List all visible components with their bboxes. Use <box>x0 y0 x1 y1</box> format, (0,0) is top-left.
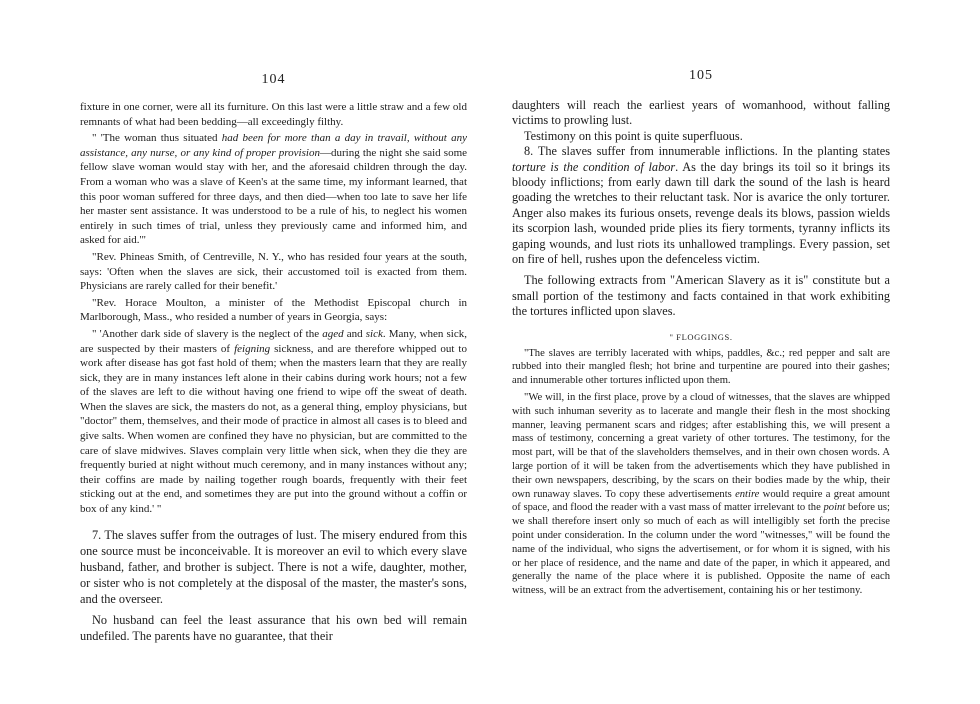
paragraph: "Rev. Horace Moulton, a minister of the Methodist Episcopal church in Marlborough, Mass., who resided a number of years in Georgia, says: <box>80 296 467 324</box>
right-page <box>512 0 890 704</box>
page-number-left: 104 <box>261 72 286 87</box>
emphasis: point <box>823 502 846 514</box>
right-page-body <box>512 98 890 598</box>
paragraph: fixture in one corner, were all its furniture. On this last were a little straw and a few old remnants of what had been bedding—all exceedingly filthy. <box>80 101 467 128</box>
left-page <box>80 0 467 704</box>
section-heading: " FLOGGINGS. <box>669 331 733 342</box>
paragraph: 7. The slaves suffer from the outrages of lust. The misery endured from this one source must be inconceivable. It is moreover an evil to which every slave husband, father, and brother is subject. There is not a wife, daughter, mother, or sister who is not completely at the disposal of the master, the master's sons, and the overseer. <box>80 527 467 607</box>
emphasis: feigning <box>234 342 271 355</box>
paragraph: " 'The woman thus situated had been for more than a day in travail, without any assistance, any nurse, or any kind of proper provision—during the night she said some fellow slave woman would stay with her, and the aforesaid children through the day. From a woman who was a slave of Keen's at the same time, my informant learned, that this poor woman suffered for three days, and then died—when too late to save her life her master sent assistance. It was understood to be a rule of his, to neglect his women entirely in such times of trial, unless they previously came and informed him, and asked for aid.'" <box>80 132 468 247</box>
paragraph: "Rev. Phineas Smith, of Centreville, N. Y., who has resided four years at the south, says: 'Often when the slaves are sick, their accustomed toil is exacted from them. Physicians are rarely called for their benefit.' <box>80 250 467 293</box>
emphasis: had been for more than a day in travail, without any assistance, any nurse, or any kind of proper provision <box>80 132 467 159</box>
left-page-body <box>80 100 467 644</box>
paragraph: daughters will reach the earliest years of womanhood, without falling victims to prowling lust. <box>512 98 890 128</box>
paragraph: " 'Another dark side of slavery is the neglect of the aged and sick. Many, when sick, are suspected by their masters of feigning sickness, and are therefore whipped out to work after disease has got fast hold of them; when the masters learn that they are really sick, they are in many instances left alone in their cabins during work hours; not a few of the slaves are left to die without having one friend to wipe off the sweat of death. When the slaves are sick, the masters do not, as a general thing, employ physicians, but "doctor" them, themselves, and their mode of practice in almost all cases is to bleed and give salts. When women are confined they have no physician, but are committed to the care of slave midwives. Slaves complain very little when sick, when they die they are frequently buried at night without much ceremony, and in many instances without any; their coffins are made by nailing together rough boards, frequently with their feet sticking out at the end, and sometimes they are put into the ground without a coffin or box of any kind.' " <box>80 327 467 516</box>
emphasis: entire <box>735 488 760 500</box>
paragraph: The following extracts from "American Slavery as it is" constitute but a small portion of the testimony and facts contained in that work exhibiting the tortures inflicted upon slaves. <box>512 273 890 319</box>
emphasis: torture is the condition of labor <box>512 159 676 174</box>
emphasis: sick <box>365 327 383 340</box>
paragraph: Testimony on this point is quite superfluous. <box>524 128 743 143</box>
emphasis: aged <box>322 327 344 340</box>
paragraph: "We will, in the first place, prove by a cloud of witnesses, that the slaves are whipped with such inhuman severity as to lacerate and mangle their flesh in the most shocking manner, leaving permanent scars and ridges; after establishing this, we will present a mass of testimony, concerning a great variety of other tortures. The testimony, for the most part, will be that of the slaveholders themselves, and in their own chosen words. A large portion of it will be taken from the advertisements which they have published in their own newspapers, describing, by the scars on their bodies made by the whip, their own runaway slaves. To copy these advertisements entire would require a great amount of space, and flood the reader with a vast mass of matter irrelevant to the point before us; we shall therefore insert only so much of each as will intelligibly set forth the precise point under consideration. In the column under the word "witnesses," will be found the name of the individual, who signs the advertisement, or for whom it is signed, with his or her place of residence, and the name and date of the paper, in which it appeared, and generally the name of the place where it is published. Opposite the name of each witness, will be an extract from the advertisement, containing his or her testimony. <box>512 392 890 597</box>
page-number-right: 105 <box>689 68 713 83</box>
paragraph: 8. The slaves suffer from innumerable inflictions. In the planting states torture is the condition of labor. As the day brings its toil so it brings its bloody inflictions; from early dawn till dark the sound of the lash is heard goading the wretches to their reluctant task. Nor is avarice the only torturer. Anger also makes its furious onsets, revenge deals its blows, passion wields its scorpion lash, wounded pride plies its fiery torments, tyranny inflicts its gaping wounds, and lust riots its unhallowed tramplings. Every passion, set on fire of hell, rushes upon the defenceless victim. <box>512 144 890 267</box>
paragraph: "The slaves are terribly lacerated with whips, paddles, &c.; red pepper and salt are rubbed into their mangled flesh; hot brine and turpentine are poured into their gashes; and innumerable other tortures inflicted upon them. <box>512 347 890 387</box>
paragraph: No husband can feel the least assurance that his own bed will remain undefiled. The parents have no guarantee, that their <box>80 612 467 643</box>
